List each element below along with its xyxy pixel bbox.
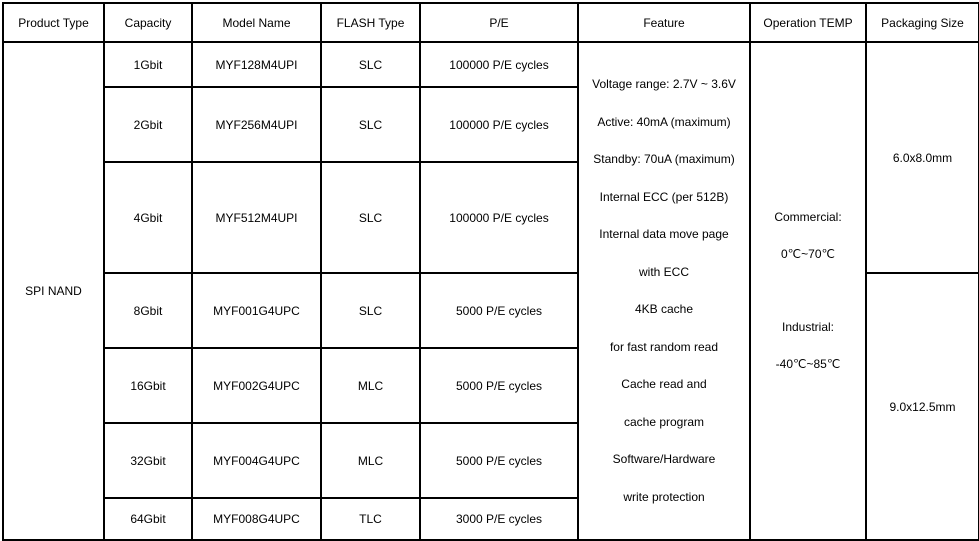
capacity-cell: 4Gbit	[104, 162, 192, 273]
feature-line: with ECC	[638, 264, 689, 279]
pe-cell: 5000 P/E cycles	[420, 273, 578, 348]
model-cell: MYF002G4UPC	[192, 348, 321, 423]
header-feature: Feature	[578, 3, 750, 42]
capacity-cell: 1Gbit	[104, 42, 192, 87]
feature-line: for fast random read	[609, 339, 719, 354]
header-packaging-size: Packaging Size	[866, 3, 979, 42]
packaging-size-large-cell: 9.0x12.5mm	[866, 273, 979, 540]
header-operation-temp: Operation TEMP	[750, 3, 866, 42]
pe-cell: 5000 P/E cycles	[420, 348, 578, 423]
model-cell: MYF512M4UPI	[192, 162, 321, 273]
model-cell: MYF256M4UPI	[192, 87, 321, 162]
header-capacity: Capacity	[104, 3, 192, 42]
flash-type-cell: SLC	[321, 273, 420, 348]
feature-line: cache program	[623, 414, 705, 429]
feature-line: Internal data move page	[599, 227, 729, 241]
temp-commercial-label: Commercial:	[774, 210, 842, 224]
header-flash-type: FLASH Type	[321, 3, 420, 42]
product-spec-table	[2, 2, 979, 541]
feature-line: Software/Hardware	[612, 452, 716, 466]
pe-cell: 5000 P/E cycles	[420, 423, 578, 498]
model-cell: MYF128M4UPI	[192, 42, 321, 87]
operation-temp-cell	[750, 42, 866, 540]
flash-type-cell: MLC	[321, 423, 420, 498]
header-product-type: Product Type	[3, 3, 104, 42]
temp-industrial-range: -40℃~85℃	[775, 357, 841, 371]
capacity-cell: 32Gbit	[104, 423, 192, 498]
model-cell: MYF004G4UPC	[192, 423, 321, 498]
feature-line: Voltage range: 2.7V ~ 3.6V	[592, 77, 736, 91]
flash-type-cell: SLC	[321, 42, 420, 87]
feature-line: write protection	[623, 489, 705, 504]
pe-cell: 100000 P/E cycles	[420, 42, 578, 87]
pe-cell: 3000 P/E cycles	[420, 498, 578, 540]
model-cell: MYF001G4UPC	[192, 273, 321, 348]
feature-line: Standby: 70uA (maximum)	[593, 152, 735, 166]
capacity-cell: 16Gbit	[104, 348, 192, 423]
capacity-cell: 64Gbit	[104, 498, 192, 540]
capacity-cell: 8Gbit	[104, 273, 192, 348]
capacity-cell: 2Gbit	[104, 87, 192, 162]
feature-line: 4KB cache	[634, 302, 694, 316]
feature-list	[579, 66, 749, 516]
product-type-cell: SPI NAND	[3, 42, 104, 540]
feature-line: Internal ECC (per 512B)	[599, 189, 729, 204]
table-row	[3, 42, 979, 87]
temp-commercial-range: 0℃~70℃	[781, 247, 835, 261]
temp-list	[751, 199, 865, 383]
pe-cell: 100000 P/E cycles	[420, 87, 578, 162]
temp-industrial-label: Industrial:	[781, 320, 835, 334]
flash-type-cell: MLC	[321, 348, 420, 423]
flash-type-cell: SLC	[321, 162, 420, 273]
header-model-name: Model Name	[192, 3, 321, 42]
model-cell: MYF008G4UPC	[192, 498, 321, 540]
feature-cell	[578, 42, 750, 540]
pe-cell: 100000 P/E cycles	[420, 162, 578, 273]
feature-line: Active: 40mA (maximum)	[597, 114, 731, 129]
packaging-size-small-cell: 6.0x8.0mm	[866, 42, 979, 273]
feature-line: Cache read and	[621, 377, 707, 391]
header-row	[3, 3, 979, 42]
header-pe: P/E	[420, 3, 578, 42]
flash-type-cell: TLC	[321, 498, 420, 540]
flash-type-cell: SLC	[321, 87, 420, 162]
